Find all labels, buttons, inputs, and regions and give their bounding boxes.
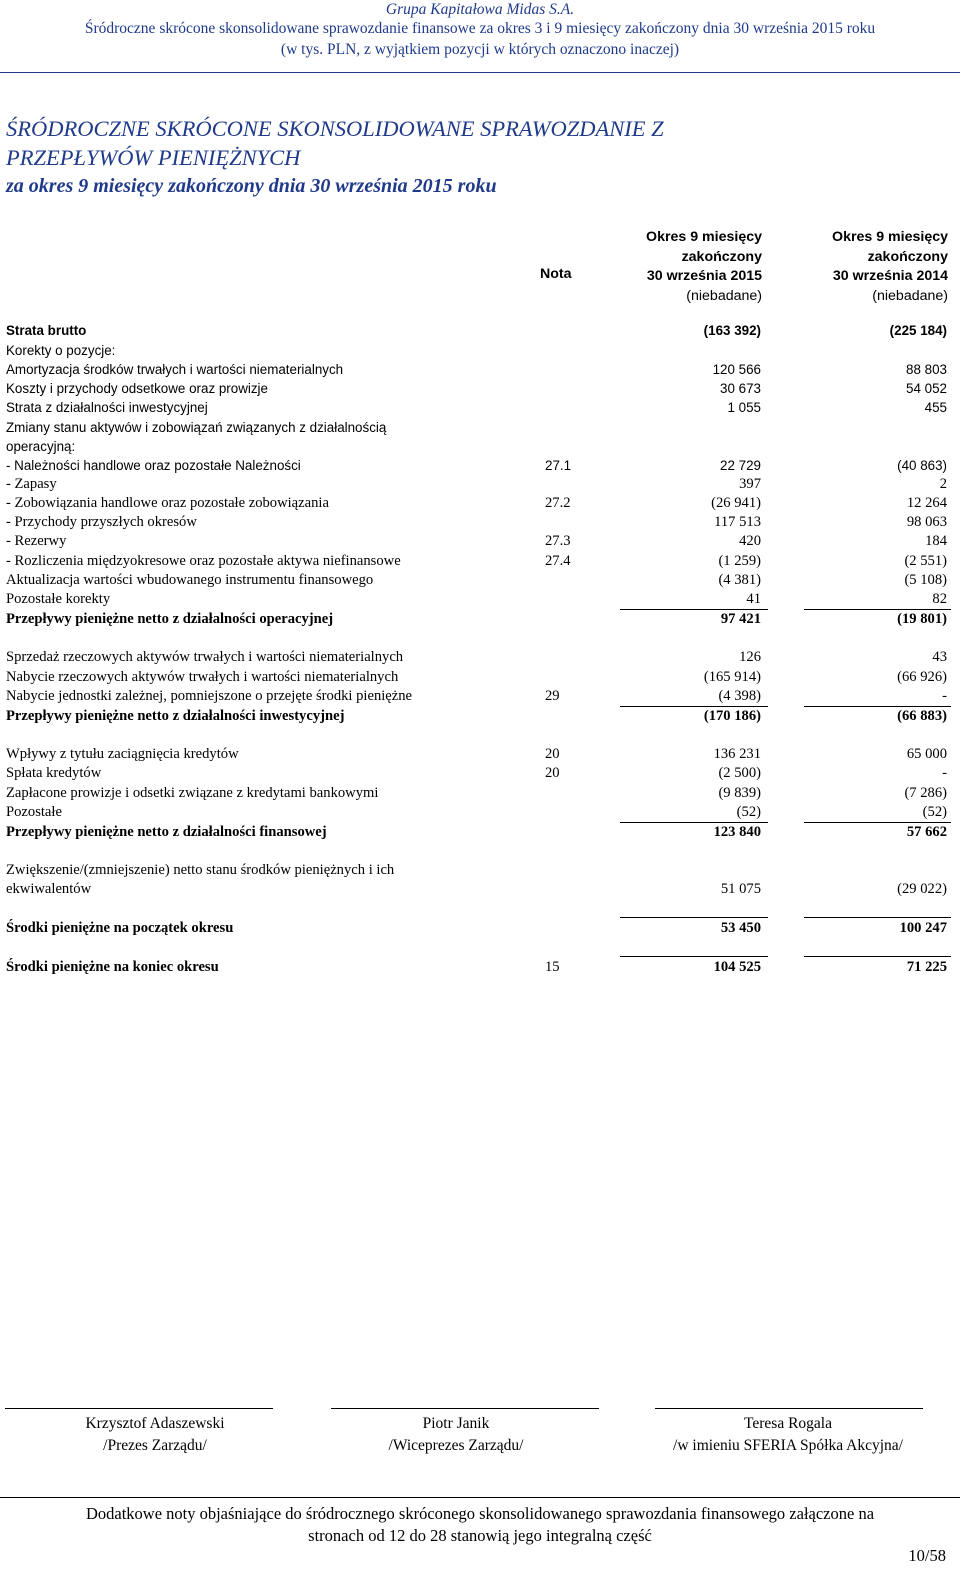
table-row	[0, 494, 960, 513]
col1-line2: zakończony	[681, 248, 762, 265]
row-label: Strata brutto	[6, 323, 87, 338]
row-value-2015: 51 075	[720, 881, 761, 897]
table-row	[0, 571, 960, 590]
signatory-name: Krzysztof Adaszewski	[85, 1415, 225, 1432]
col1-line3: 30 września 2015	[646, 268, 762, 284]
row-label: Nabycie jednostki zależnej, pomniejszone o przejęte środki pieniężne	[6, 688, 413, 704]
row-value-2014: 71 225	[906, 959, 947, 975]
row-value-2015: (52)	[736, 804, 761, 820]
row-value-2014: (66 926)	[897, 669, 947, 685]
row-label: Środki pieniężne na koniec okresu	[6, 959, 219, 975]
table-row	[0, 321, 960, 340]
col2-line3: 30 września 2014	[832, 268, 948, 284]
row-value-2014: 100 247	[899, 920, 947, 936]
table-row	[0, 823, 960, 842]
row-nota: 20	[545, 765, 560, 781]
subtotal-rule	[804, 956, 951, 957]
table-row	[0, 360, 960, 379]
row-label: - Przychody przyszłych okresów	[6, 514, 197, 530]
row-value-2014: (2 551)	[904, 553, 947, 569]
row-label: Spłata kredytów	[6, 765, 102, 781]
row-value-2015: (26 941)	[711, 495, 761, 511]
row-value-2015: 120 566	[712, 362, 761, 377]
row-value-2015: 1 055	[727, 400, 761, 415]
row-value-2014: 184	[925, 533, 947, 549]
row-label: Przepływy pieniężne netto z działalności operacyjnej	[6, 611, 334, 627]
row-value-2014: (52)	[922, 804, 947, 820]
table-row	[0, 648, 960, 667]
row-nota: 15	[545, 959, 560, 975]
units-note: (w tys. PLN, z wyjątkiem pozycji w których oznaczono inaczej)	[280, 41, 680, 58]
row-label: ekwiwalentów	[6, 881, 92, 897]
row-value-2015: 41	[746, 591, 761, 607]
column-header-nota: Nota	[540, 266, 572, 282]
row-value-2014: 88 803	[906, 362, 947, 377]
row-label: Strata z działalności inwestycyjnej	[6, 400, 208, 415]
row-value-2015: 104 525	[713, 959, 761, 975]
row-nota: 27.1	[545, 458, 572, 473]
table-row	[0, 610, 960, 629]
column-header-2015	[602, 228, 762, 306]
row-label: Aktualizacja wartości wbudowanego instrumentu finansowego	[6, 572, 374, 588]
report-subtitle: Śródroczne skrócone skonsolidowane sprawozdanie finansowe za okres 3 i 9 miesięcy zakończony dnia 30 września 2015 roku	[84, 20, 876, 37]
table-row	[0, 398, 960, 417]
row-value-2014: 98 063	[906, 514, 947, 530]
subtotal-rule	[620, 956, 768, 957]
row-value-2014: (225 184)	[889, 323, 947, 338]
row-value-2014: -	[942, 765, 947, 781]
row-label: Nabycie rzeczowych aktywów trwałych i wartości niematerialnych	[6, 669, 399, 685]
row-label: Wpływy z tytułu zaciągnięcia kredytów	[6, 746, 239, 762]
row-label: Zapłacone prowizje i odsetki związane z kredytami bankowymi	[6, 785, 379, 801]
row-label: - Rozliczenia międzyokresowe oraz pozostałe aktywa niefinansowe	[6, 553, 401, 569]
row-nota: 27.3	[545, 533, 571, 549]
subtotal-rule	[804, 917, 951, 918]
row-label: Koszty i przychody odsetkowe oraz prowizje	[6, 381, 268, 396]
row-value-2014: -	[942, 688, 947, 704]
header-divider	[0, 72, 960, 73]
signature-block	[660, 1413, 916, 1457]
row-value-2015: 97 421	[720, 611, 761, 627]
company-name: Grupa Kapitałowa Midas S.A.	[385, 1, 575, 18]
row-value-2015: 117 513	[714, 514, 761, 530]
row-value-2014: 54 052	[906, 381, 947, 396]
col1-line1: Okres 9 miesięcy	[646, 229, 762, 245]
row-label: - Rezerwy	[6, 533, 67, 549]
table-row	[0, 532, 960, 551]
table-row	[0, 590, 960, 609]
col1-line4: (niebadane)	[686, 287, 762, 304]
signatory-role: /w imieniu SFERIA Spółka Akcyjna/	[673, 1437, 903, 1454]
row-label: Pozostałe	[6, 804, 62, 820]
table-row	[0, 341, 960, 360]
signatory-name: Teresa Rogala	[744, 1415, 832, 1432]
row-value-2015: (9 839)	[718, 785, 761, 801]
row-value-2015: 123 840	[713, 824, 761, 840]
signatory-role: /Prezes Zarządu/	[103, 1437, 207, 1454]
row-value-2014: 65 000	[906, 746, 947, 762]
statement-title-line1: ŚRÓDROCZNE SKRÓCONE SKONSOLIDOWANE SPRAWOZDANIE Z	[6, 116, 664, 141]
row-value-2014: (5 108)	[904, 572, 947, 588]
table-row	[0, 958, 960, 977]
signatory-name: Piotr Janik	[422, 1415, 490, 1432]
row-value-2014: 2	[939, 476, 947, 492]
row-value-2015: 397	[739, 476, 761, 492]
table-row	[0, 784, 960, 803]
subtotal-rule	[620, 917, 768, 918]
row-value-2015: (4 398)	[718, 688, 761, 704]
table-row	[0, 475, 960, 494]
table-row	[0, 513, 960, 532]
row-value-2015: (2 500)	[718, 765, 761, 781]
table-row	[0, 418, 960, 437]
table-row	[0, 552, 960, 571]
signature-line	[5, 1408, 273, 1409]
page-number: 10/58	[908, 1546, 946, 1565]
row-value-2015: 53 450	[720, 920, 761, 936]
row-label: - Zobowiązania handlowe oraz pozostałe zobowiązania	[6, 495, 329, 511]
row-label: Pozostałe korekty	[6, 591, 111, 607]
row-label: Przepływy pieniężne netto z działalności finansowej	[6, 824, 327, 840]
row-value-2015: (170 186)	[703, 708, 761, 724]
row-value-2015: 136 231	[713, 746, 761, 762]
row-nota: 29	[545, 688, 560, 704]
footer-note-line1: Dodatkowe noty objaśniające do śródrocznego skróconego skonsolidowanego sprawozdania finansowego załączone na	[85, 1504, 875, 1523]
column-header-2014	[788, 228, 948, 306]
row-value-2014: (19 801)	[897, 611, 947, 627]
row-label: Zwiększenie/(zmniejszenie) netto stanu środków pieniężnych i ich	[6, 862, 395, 878]
footer-divider	[0, 1497, 960, 1498]
row-value-2015: 420	[739, 533, 761, 549]
row-label: Przepływy pieniężne netto z działalności inwestycyjnej	[6, 708, 345, 724]
table-row	[0, 668, 960, 687]
signature-line	[655, 1408, 923, 1409]
row-label: - Należności handlowe oraz pozostałe Należności	[6, 458, 301, 473]
row-value-2014: 12 264	[906, 495, 947, 511]
table-row	[0, 707, 960, 726]
row-value-2014: (66 883)	[897, 708, 947, 724]
row-value-2014: 455	[924, 400, 947, 415]
table-row	[0, 803, 960, 822]
table-row	[0, 861, 960, 880]
statement-period: za okres 9 miesięcy zakończony dnia 30 września 2015 roku	[6, 175, 497, 197]
row-label: - Zapasy	[6, 476, 57, 492]
table-row	[0, 745, 960, 764]
row-label: Zmiany stanu aktywów i zobowiązań związanych z działalnością	[6, 420, 387, 435]
row-label: Amortyzacja środków trwałych i wartości niematerialnych	[6, 362, 344, 377]
table-row	[0, 456, 960, 475]
row-label: Korekty o pozycje:	[6, 343, 116, 358]
table-row	[0, 919, 960, 938]
table-row	[0, 880, 960, 899]
table-row	[0, 437, 960, 456]
row-value-2014: 57 662	[906, 824, 947, 840]
col2-line2: zakończony	[867, 248, 948, 265]
footer-note-line2: stronach od 12 do 28 stanowią jego integralną część	[308, 1526, 652, 1545]
row-label: Sprzedaż rzeczowych aktywów trwałych i wartości niematerialnych	[6, 649, 404, 665]
statement-title-line2: PRZEPŁYWÓW PIENIĘŻNYCH	[6, 145, 301, 170]
signature-block	[346, 1413, 566, 1457]
signatory-role: /Wiceprezes Zarządu/	[388, 1437, 524, 1454]
row-label: Środki pieniężne na początek okresu	[6, 920, 234, 936]
row-value-2015: (4 381)	[718, 572, 761, 588]
row-nota: 27.2	[545, 495, 571, 511]
row-value-2015: 126	[739, 649, 761, 665]
row-label: operacyjną:	[6, 439, 76, 454]
table-row	[0, 764, 960, 783]
table-row	[0, 379, 960, 398]
row-value-2015: (1 259)	[718, 553, 761, 569]
row-value-2014: (29 022)	[897, 881, 947, 897]
row-nota: 27.4	[545, 553, 571, 569]
row-value-2015: 30 673	[720, 381, 761, 396]
row-value-2014: 43	[932, 649, 947, 665]
row-value-2015: (165 914)	[703, 669, 761, 685]
row-value-2014: (7 286)	[904, 785, 947, 801]
signature-line	[331, 1408, 599, 1409]
signature-block	[55, 1413, 255, 1457]
row-value-2015: 22 729	[720, 458, 761, 473]
col2-line4: (niebadane)	[872, 287, 948, 304]
table-row	[0, 687, 960, 706]
col2-line1: Okres 9 miesięcy	[832, 229, 948, 245]
row-nota: 20	[545, 746, 560, 762]
row-value-2014: 82	[932, 591, 947, 607]
row-value-2014: (40 863)	[897, 458, 947, 473]
row-value-2015: (163 392)	[703, 323, 761, 338]
